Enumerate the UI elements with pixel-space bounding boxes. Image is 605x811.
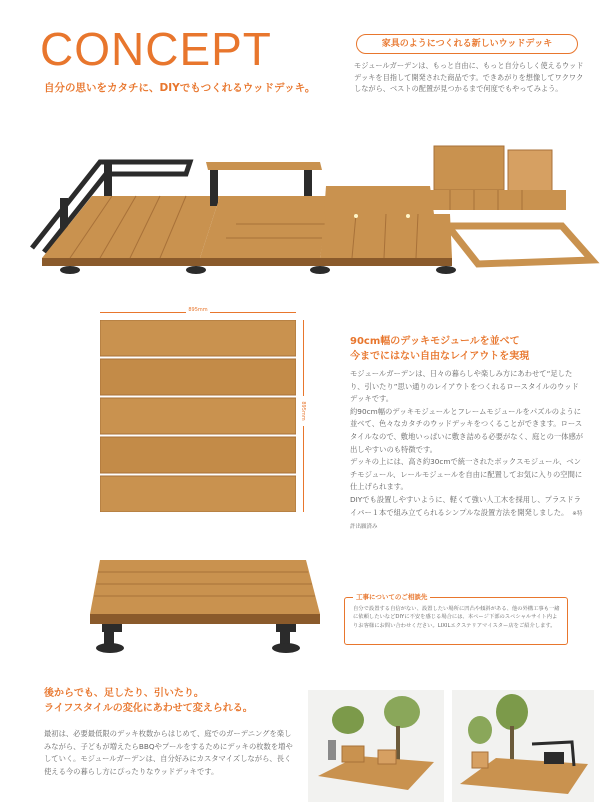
growth-heading-line1: 後からでも、足したり、引いたり。 — [44, 688, 204, 699]
growth-heading — [44, 686, 253, 716]
hero-deck-photo — [0, 140, 605, 290]
garden-deck-photo-large — [452, 690, 594, 802]
garden-deck-photo-small — [308, 690, 444, 802]
width-dimension: 895mm — [100, 307, 296, 317]
deck-module-perspective — [70, 552, 330, 656]
concept-tag: 家具のようにつくれる新しいウッドデッキ — [356, 34, 578, 54]
deck-module-top-view — [100, 320, 296, 512]
notice-title: 工事についてのご相談先 — [353, 592, 430, 601]
height-dimension: 895mm — [298, 320, 308, 512]
page-title: CONCEPT — [40, 23, 272, 75]
module-paragraph: モジュールガーデンは、日々の暮らしや楽しみ方にあわせて“足したり、引いたり”思い通りのレイアウトをつくれるロースタイルのウッドデッキです。 — [350, 369, 579, 404]
notice-text: 自分で設置する自信がない、設置したい場所に凹凸や傾斜がある、他の外構工事も一緒に依頼したいなどDIYに不安を感じる場合には、本ページ下部のスペシャルサイト内よりお客様にお問い合わせください。LIXILエクステリアマイスター店をご紹介します。 — [353, 606, 560, 629]
module-body — [350, 368, 586, 534]
patent-note: ※特許出願済み — [350, 510, 583, 531]
page-subtitle: 自分の思いをカタチに、DIYでもつくれるウッドデッキ。 — [44, 82, 316, 94]
consultation-notice — [344, 593, 568, 645]
module-heading — [350, 334, 529, 364]
module-heading-line1: 90cm幅のデッキモジュールを並べて — [350, 336, 520, 347]
module-paragraph: DIYでも設置しやすいように、軽くて強い人工木を採用し、プラスドライバー１本で組み立てられるシンプルな設置方法を開発しました。 ※特許出願済み — [350, 494, 583, 531]
intro-text: モジュールガーデンは、もっと自由に、もっと自分らしく使えるウッドデッキを目指して開発された商品です。できあがりを想像してワクワクしながら、ベストの配置が見つかるまで何度でもやってみよう。 — [354, 61, 584, 94]
growth-heading-line2: ライフスタイルの変化にあわせて変えられる。 — [44, 703, 253, 714]
module-heading-line2: 今までにはない自由なレイアウトを実現 — [350, 351, 530, 362]
module-paragraph: 約90cm幅のデッキモジュールとフレームモジュールをパズルのように並べて、色々なカタチのウッドデッキをつくることができます。ロースタイルなので、敷地いっぱいに敷き詰める必要がなく、庭との一体感が出しやすいのも特徴です。 — [350, 406, 584, 454]
module-paragraph: デッキの上には、高さ約30cmで統一されたボックスモジュール、ベンチモジュール、レールモジュールを自由に配置してお気に入りの空間に仕上げられます。 — [350, 457, 583, 492]
growth-body: 最初は、必要最低限のデッキ枚数からはじめて、庭でのガーデニングを楽しみながら、子どもが増えたらBBQやプールをするためにデッキの枚数を増やしていく。モジュールガーデンは、自分好みにカスタマイズしながら、長く使える今の暮らし方にぴったりなウッドデッキです。 — [44, 729, 293, 776]
